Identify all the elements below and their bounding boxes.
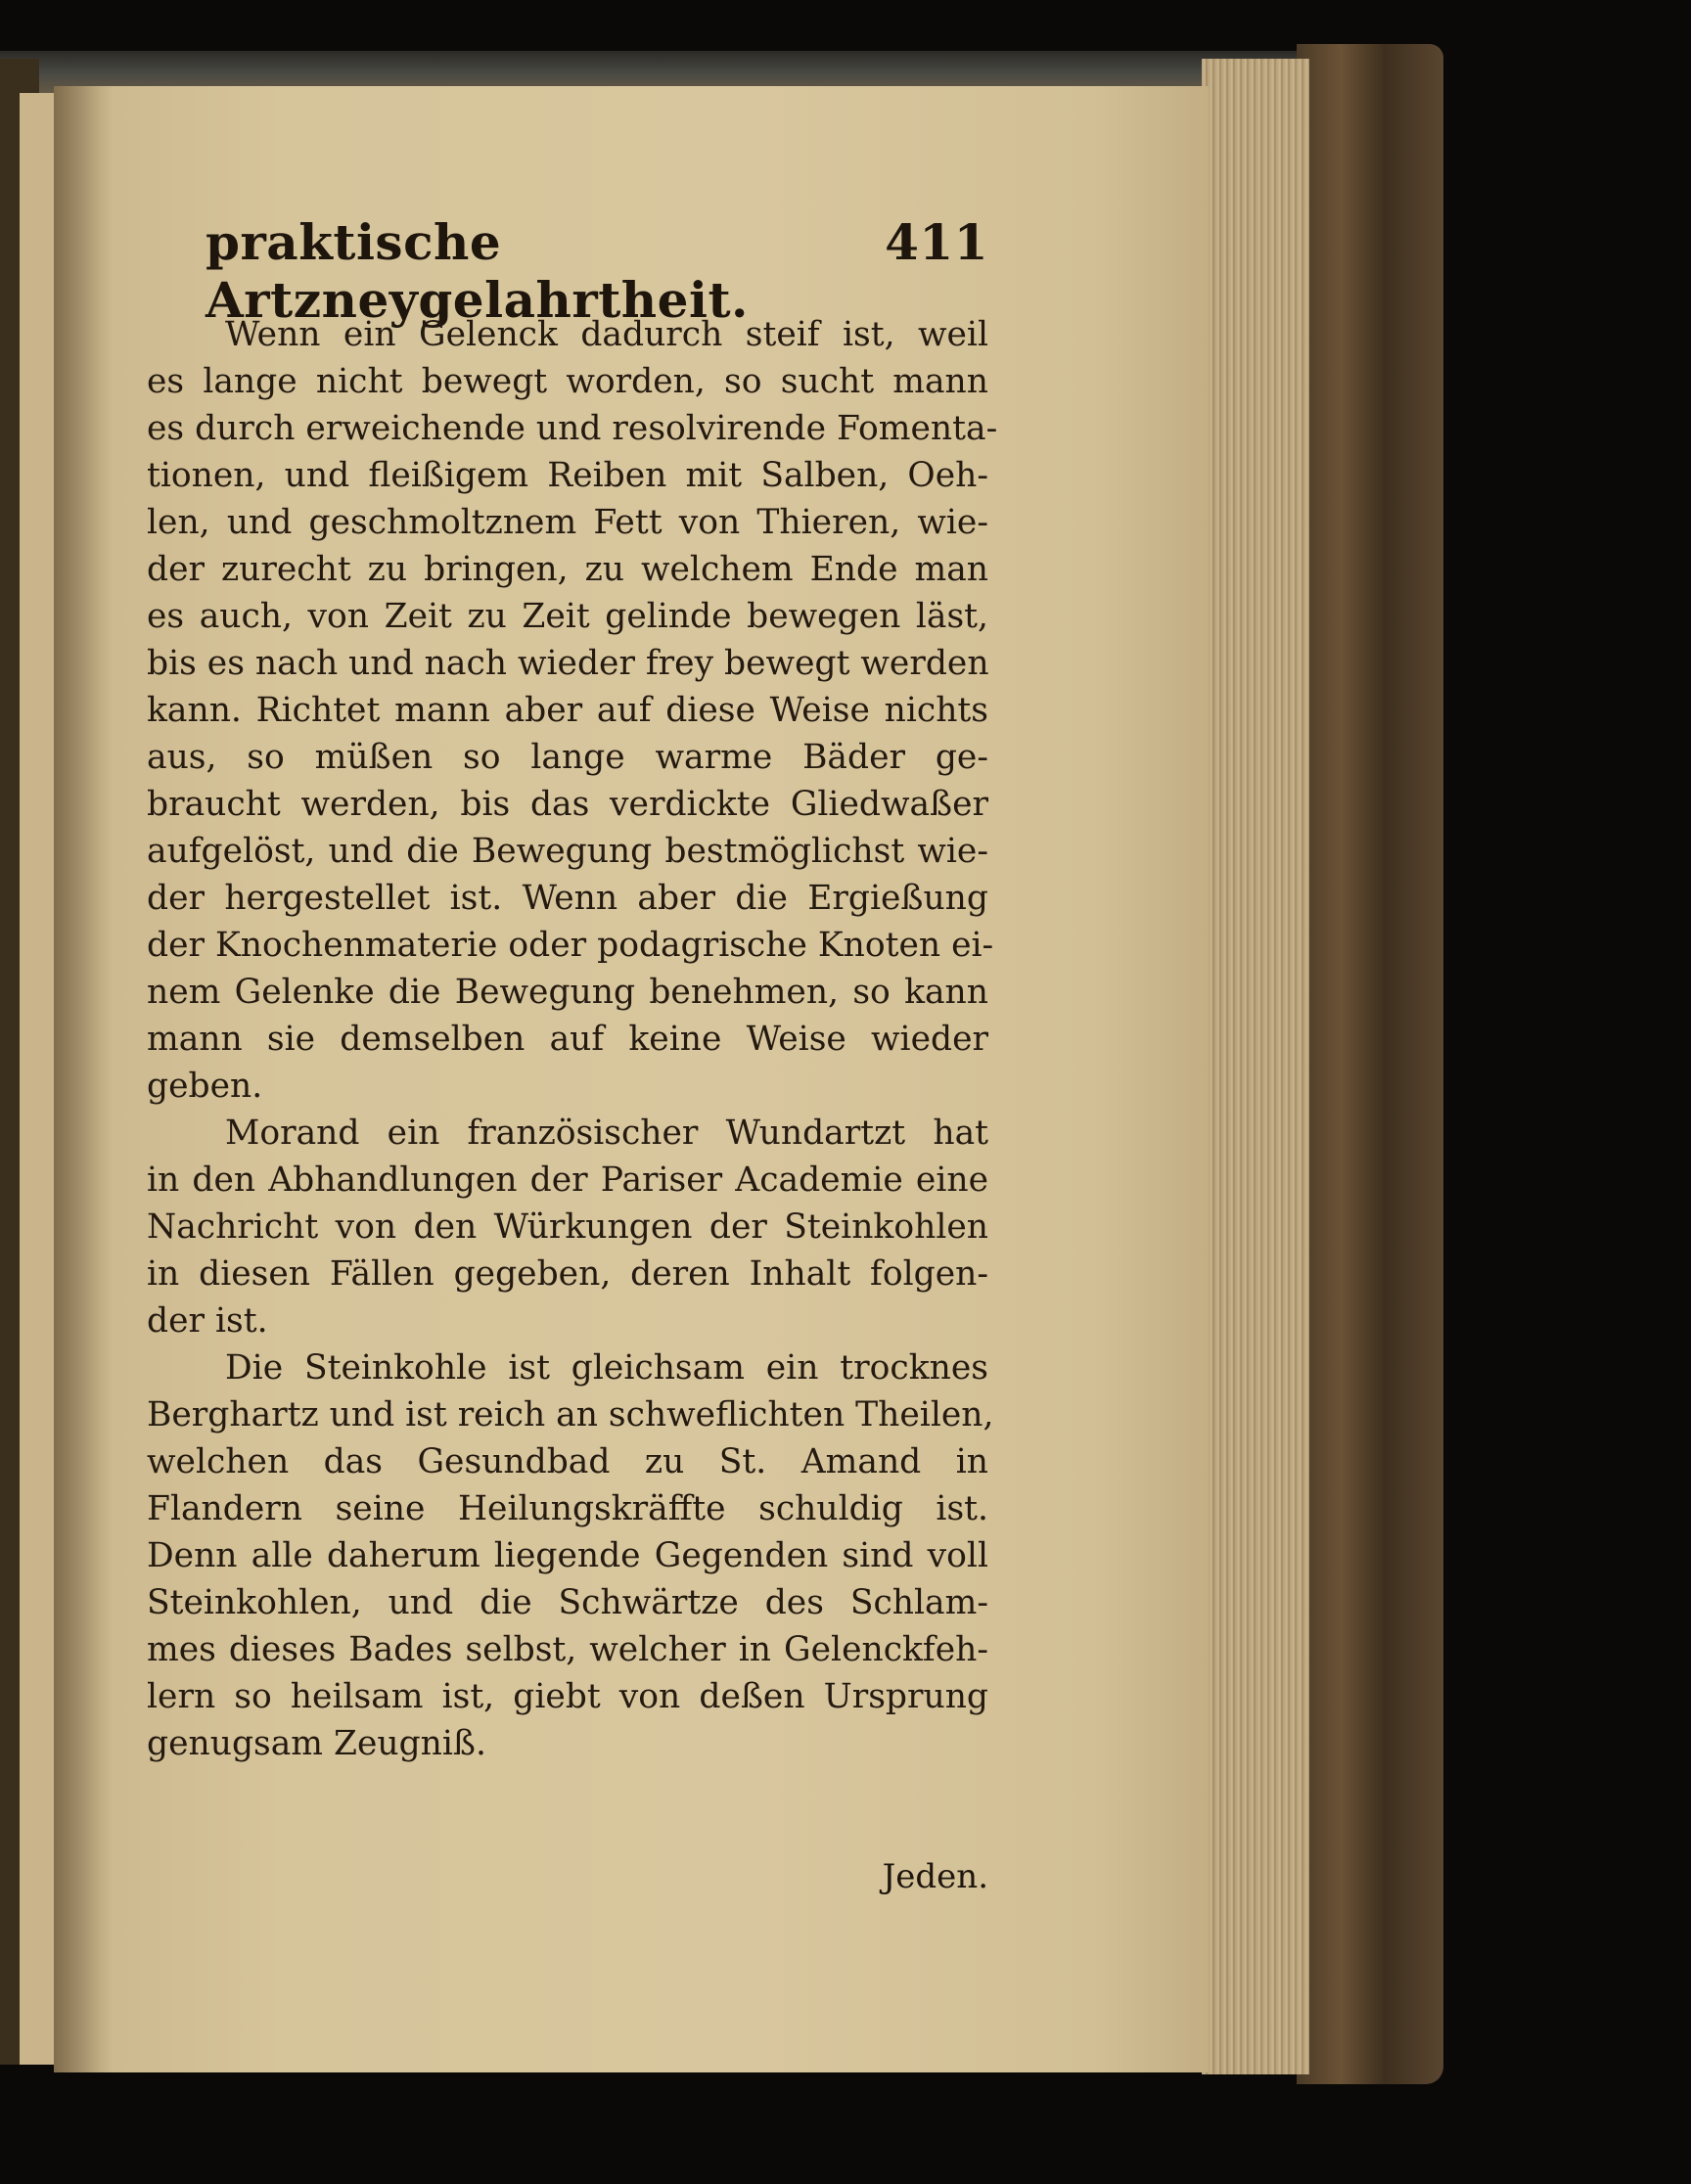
- text-line: der hergestellet ist. Wenn aber die Ergießung: [147, 879, 988, 918]
- body-text: [147, 311, 998, 1767]
- text-line: nem Gelenke die Bewegung benehmen, so kann: [147, 973, 988, 1012]
- text-line: es lange nicht bewegt worden, so sucht mann: [147, 362, 988, 401]
- text-line: bis es nach und nach wieder frey bewegt werden: [147, 644, 989, 683]
- text-line: lern so heilsam ist, giebt von deßen Ursprung: [147, 1677, 988, 1716]
- text-line: geben.: [147, 1067, 263, 1106]
- text-line: es auch, von Zeit zu Zeit gelinde bewegen läst,: [147, 597, 988, 636]
- text-line: genugsam Zeugniß.: [147, 1724, 486, 1763]
- text-line: len, und geschmoltznem Fett von Thieren, wie-: [147, 503, 988, 542]
- text-line: der ist.: [147, 1301, 268, 1341]
- text-line: Steinkohlen, und die Schwärtze des Schlam-: [147, 1583, 988, 1622]
- text-line: mes dieses Bades selbst, welcher in Gelenckfeh-: [147, 1630, 988, 1669]
- text-line: aus, so müßen so lange warme Bäder ge-: [147, 738, 988, 777]
- text-line: aufgelöst, und die Bewegung bestmöglichst wie-: [147, 832, 988, 871]
- text-line: mann sie demselben auf keine Weise wieder: [147, 1020, 988, 1059]
- text-line: tionen, und fleißigem Reiben mit Salben, Oeh-: [147, 456, 988, 495]
- text-line: in den Abhandlungen der Pariser Academie eine: [147, 1160, 988, 1200]
- text-line: Morand ein französischer Wundartzt hat: [225, 1114, 988, 1153]
- text-line: Wenn ein Gelenck dadurch steif ist, weil: [225, 315, 988, 354]
- text-line: Berghartz und ist reich an schweflichten Theilen,: [147, 1395, 994, 1434]
- running-title: praktische Artzneygelahrtheit.: [206, 213, 749, 329]
- gutter-shadow: [54, 86, 113, 2072]
- text-line: der Knochenmaterie oder podagrische Knoten ei-: [147, 926, 994, 965]
- text-line: es durch erweichende und resolvirende Fomenta-: [147, 409, 998, 448]
- text-line: kann. Richtet mann aber auf diese Weise nichts: [147, 691, 988, 730]
- text-line: Flandern seine Heilungskräffte schuldig ist.: [147, 1489, 988, 1528]
- text-line: Die Steinkohle ist gleichsam ein trocknes: [225, 1348, 988, 1388]
- page-number: 411: [885, 213, 988, 271]
- text-line: in diesen Fällen gegeben, deren Inhalt folgen-: [147, 1254, 988, 1294]
- text-line: welchen das Gesundbad zu St. Amand in: [147, 1442, 988, 1481]
- running-header: [206, 213, 988, 329]
- text-line: der zurecht zu bringen, zu welchem Ende man: [147, 550, 988, 589]
- right-cover-edge: [1297, 44, 1443, 2084]
- catchword: Jeden.: [882, 1857, 988, 1896]
- text-line: braucht werden, bis das verdickte Gliedwaßer: [147, 785, 988, 824]
- text-line: Denn alle daherum liegende Gegenden sind voll: [147, 1536, 988, 1575]
- text-line: Nachricht von den Würkungen der Steinkohlen: [147, 1207, 988, 1247]
- page-block-edges: [1202, 59, 1309, 2074]
